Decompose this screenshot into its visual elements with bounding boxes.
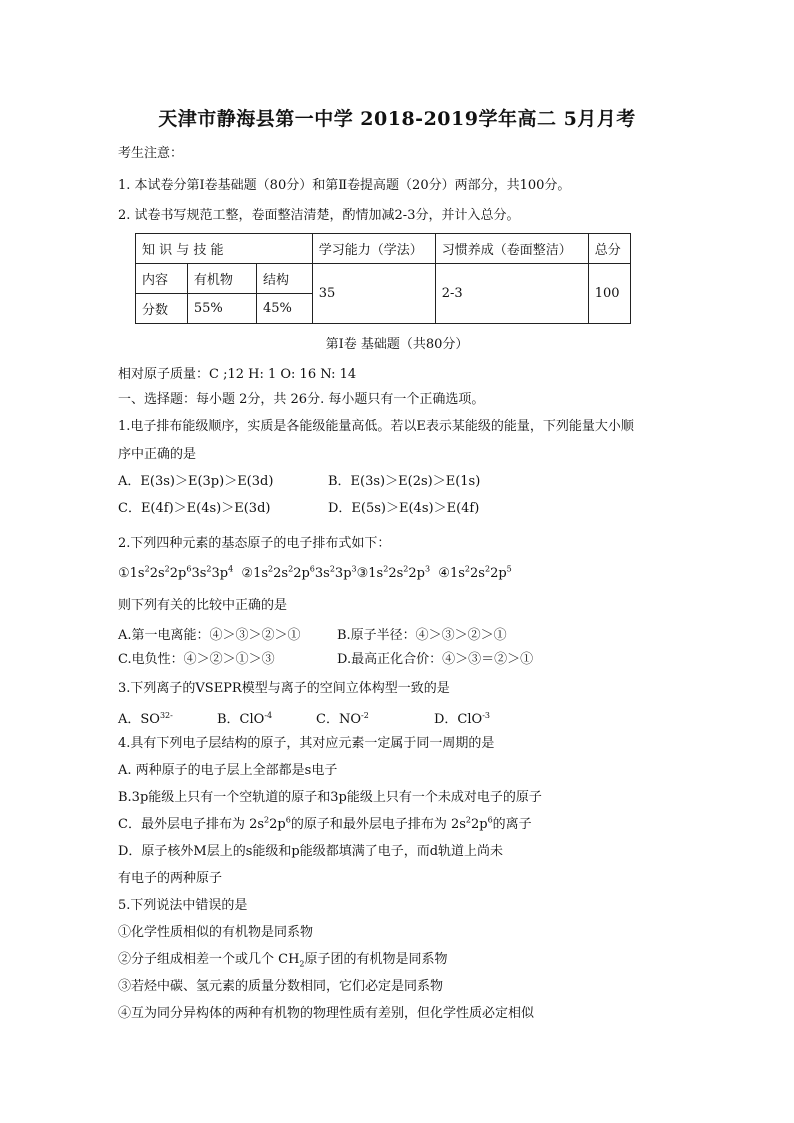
row-content-label: 内容 (136, 264, 188, 294)
habit-value: 2-3 (435, 264, 588, 324)
q2-stem-2: 则下列有关的比较中正确的是 (118, 598, 288, 613)
organic-percent: 55% (187, 294, 256, 324)
q3-stem: 3.下列离子的VSEPR模型与离子的空间立体构型一致的是 (118, 681, 450, 696)
q1-stem-1: 1.电子排布能级顺序，实质是各能级能量高低。若以E表示某能级的能量，下列能量大小顺 (118, 419, 634, 434)
q5-statement-4: ④互为同分异构体的两种有机物的物理性质有差别，但化学性质必定相似 (118, 1006, 535, 1021)
q4-option-a: A. 两种原子的电子层上全部都是s电子 (118, 763, 338, 778)
q4-option-b: B.3p能级上只有一个空轨道的原子和3p能级上只有一个未成对电子的原子 (118, 790, 542, 805)
q2-option-c: C.电负性：④＞②＞①＞③ (118, 652, 275, 667)
q3-option-a: A．$SO^{32-}$ (118, 711, 173, 727)
q4-option-d-line-1: D．原子核外M层上的s能级和p能级都填满了电子，而d轨道上尚未 (118, 844, 504, 859)
score-table (135, 233, 631, 324)
q2-configurations: $①1s^22s^22p^63s^23p^4$ $②1s^22s^22p^63s^23p^3③1s^22s^22p^3$ $④1s^22s^22p^5$ (118, 564, 512, 581)
q1-option-b: B．E(3s)＞E(2s)＞E(1s) (328, 474, 481, 489)
notice-line-1: 1. 本试卷分第Ⅰ卷基础题（80分）和第Ⅱ卷提高题（20分）两部分，共100分。 (118, 178, 571, 193)
row-score-label: 分数 (136, 294, 188, 324)
q1-option-c: C．E(4f)＞E(4s)＞E(3d) (118, 501, 271, 516)
header-total: 总分 (588, 234, 630, 264)
structure-percent: 45% (256, 294, 312, 324)
q3-option-b: B．ClO$^{-4}$ (217, 711, 273, 727)
atomic-mass: 相对原子质量：C ;12 H: 1 O: 16 N: 14 (118, 367, 357, 382)
ability-value: 35 (312, 264, 435, 324)
part1-intro: 一、选择题：每小题 2分，共 26分. 每小题只有一个正确选项。 (118, 392, 485, 407)
q1-option-a: A．E(3s)＞E(3p)＞E(3d) (118, 474, 274, 489)
header-habit: 习惯养成（卷面整洁） (435, 234, 588, 264)
q3-option-d: D．ClO$^{-3}$ (434, 711, 490, 727)
total-value: 100 (588, 264, 630, 324)
q1-option-d: D．E(5s)＞E(4s)＞E(4f) (328, 501, 480, 516)
header-ability: 学习能力（学法） (312, 234, 435, 264)
section-title: 第Ⅰ卷 基础题（共80分） (325, 337, 469, 352)
col-structure: 结构 (256, 264, 312, 294)
q5-statement-3: ③若烃中碳、氢元素的质量分数相同，它们必定是同系物 (118, 979, 444, 994)
notice-line-2: 2. 试卷书写规范工整，卷面整洁清楚，酌情加减2-3分，并计入总分。 (118, 208, 520, 223)
q2-option-b: B.原子半径：④＞③＞②＞① (337, 628, 507, 643)
q5-statement-1: ①化学性质相似的有机物是同系物 (118, 925, 314, 940)
q5-stem: 5.下列说法中错误的是 (118, 898, 248, 913)
col-organic: 有机物 (187, 264, 256, 294)
q4-stem: 4.具有下列电子层结构的原子，其对应元素一定属于同一周期的是 (118, 736, 495, 751)
notice-heading: 考生注意： (118, 146, 184, 161)
q1-stem-2: 序中正确的是 (118, 447, 197, 462)
q3-option-c: C．$NO^{-2}$ (316, 711, 369, 727)
q2-stem: 2.下列四种元素的基态原子的电子排布式如下： (118, 536, 391, 551)
q2-option-a: A.第一电离能：④＞③＞②＞① (118, 628, 301, 643)
q2-option-d: D.最高正化合价：④＞③＝②＞① (337, 652, 534, 667)
header-knowledge: 知 识 与 技 能 (136, 234, 313, 264)
q5-statement-2: ②分子组成相差一个或几个 $CH_2$原子团的有机物是同系物 (118, 952, 448, 969)
q4-option-d-line-2: 有电子的两种原子 (118, 871, 223, 886)
q4-option-c: C．最外层电子排布为 $2s^22p^6$的原子和最外层电子排布为 $2s^22p^6$的离子 (118, 815, 532, 832)
exam-title: 天津市静海县第一中学 2018-2019学年高二 5月月考 (158, 108, 636, 130)
